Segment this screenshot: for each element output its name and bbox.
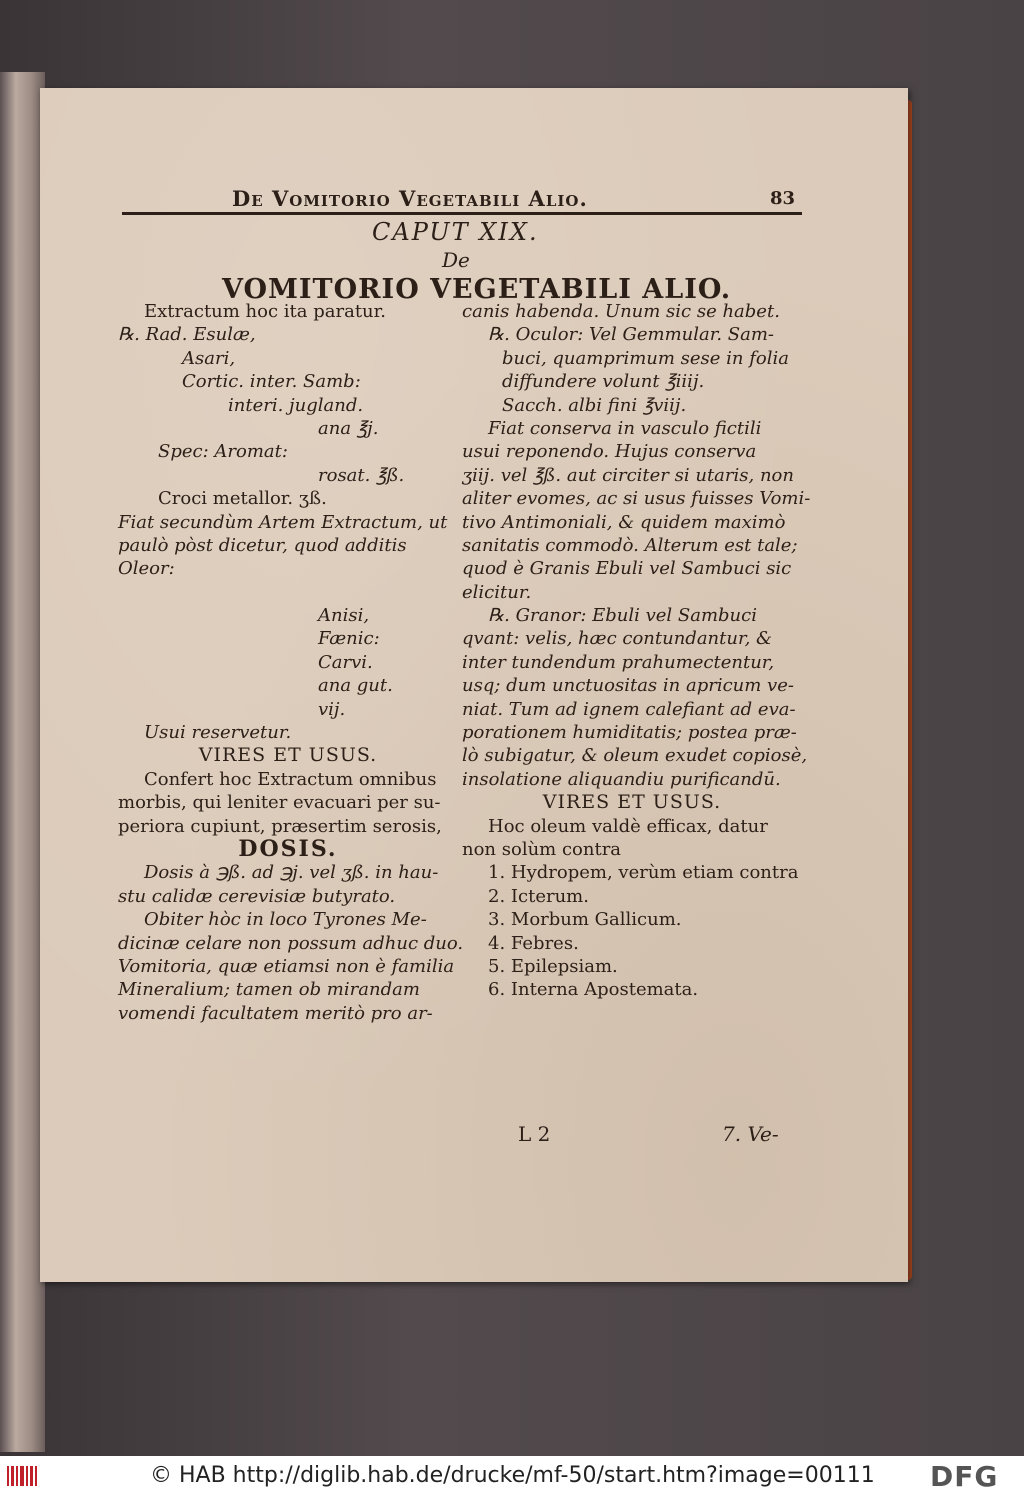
text-line: Croci metallor. ʒß. — [158, 488, 327, 510]
text-line: Carvi. — [318, 651, 373, 673]
text-line: 3. Morbum Gallicum. — [488, 909, 682, 931]
chapter-number: CAPUT XIX. — [372, 218, 539, 246]
text-line: Fænic: — [318, 628, 380, 650]
text-line: tivo Antimoniali, & quidem maximò — [462, 511, 786, 533]
footer-credit-link[interactable]: © HAB http://diglib.hab.de/drucke/mf-50/start.htm?image=00111 — [150, 1463, 875, 1488]
text-line: VIRES ET USUS. — [542, 791, 722, 814]
text-line: non solùm contra — [462, 838, 622, 860]
text-line: ana gut. — [318, 675, 393, 697]
text-line: canis habenda. Unum sic se habet. — [462, 301, 780, 322]
text-line: aliter evomes, ac si usus fuisses Vomi- — [462, 488, 811, 510]
text-line: quod è Granis Ebuli vel Sambuci sic — [462, 558, 792, 580]
text-line: Extractum hoc ita paratur. — [144, 301, 386, 322]
text-line: usq; dum unctuositas in apricum ve- — [462, 675, 794, 697]
text-line: lò subigatur, & oleum exudet copiosè, — [462, 745, 808, 767]
hab-barcode-icon[interactable] — [6, 1464, 40, 1488]
text-line — [118, 581, 458, 604]
text-line: 6. Interna Apostemata. — [488, 979, 699, 1001]
text-line: Confert hoc Extractum omnibus — [144, 768, 437, 790]
text-line: Sacch. albi fini ℥viij. — [502, 394, 687, 416]
text-line: interi. jugland. — [228, 394, 364, 416]
text-line: Hoc oleum valdè efficax, datur — [488, 815, 768, 837]
text-line: periora cupiunt, præsertim serosis, — [118, 815, 442, 837]
text-line: Vomitoria, quæ etiamsi non è familia — [118, 955, 455, 977]
running-head: De Vomitorio Vegetabili Alio. — [232, 186, 588, 211]
chapter-title: VOMITORIO VEGETABILI ALIO. — [222, 274, 732, 305]
text-line: ℞. Oculor: Vel Gemmular. Sam- — [488, 324, 775, 346]
text-line: Spec: Aromat: — [158, 441, 288, 463]
text-line: ana ℥j. — [318, 417, 379, 439]
text-line: Oleor: — [118, 558, 175, 580]
text-line: diffundere volunt ℥iiij. — [502, 371, 705, 393]
text-line: VIRES ET USUS. — [198, 744, 378, 767]
text-line: 5. Epilepsiam. — [488, 955, 618, 977]
text-line: ℞. Granor: Ebuli vel Sambuci — [488, 605, 757, 627]
book-spine — [0, 72, 45, 1452]
text-line: niat. Tum ad ignem calefiant ad eva- — [462, 698, 796, 720]
header-rule — [122, 212, 802, 215]
text-line: qvant: velis, hæc contundantur, & — [462, 628, 773, 650]
chapter-de: De — [442, 248, 470, 272]
page-number: 83 — [770, 188, 796, 209]
text-line: 1. Hydropem, verùm etiam contra — [488, 862, 799, 884]
text-line: 4. Febres. — [488, 932, 579, 954]
text-line: Fiat conserva in vasculo fictili — [488, 417, 762, 439]
text-line: morbis, qui leniter evacuari per su- — [118, 792, 441, 814]
text-line: sanitatis commodò. Alterum est tale; — [462, 534, 798, 556]
text-line: inter tundendum prahumectentur, — [462, 651, 775, 673]
dfg-logo: DFG — [930, 1460, 999, 1493]
text-line: porationem humiditatis; postea præ- — [462, 722, 797, 744]
text-line: Mineralium; tamen ob mirandam — [118, 979, 420, 1001]
text-line: rosat. ℥ß. — [318, 464, 405, 486]
text-line: stu calidæ cerevisiæ butyrato. — [118, 885, 396, 907]
text-line: Cortic. inter. Samb: — [182, 371, 361, 393]
text-line: Asari, — [182, 347, 236, 369]
text-line: usui reponendo. Hujus conserva — [462, 441, 757, 463]
left-text-column — [118, 300, 464, 1025]
text-line: paulò pòst dicetur, quod additis — [118, 534, 407, 556]
text-line: vomendi facultatem meritò pro ar- — [118, 1002, 433, 1024]
text-line: Anisi, — [318, 605, 370, 627]
text-line: Fiat secundùm Artem Extractum, ut — [118, 511, 448, 533]
text-line: insolatione aliquandiu purificandū. — [462, 768, 781, 790]
catchword: 7. Ve- — [722, 1122, 779, 1146]
text-line: 2. Icterum. — [488, 885, 589, 907]
text-line: Usui reservetur. — [144, 722, 292, 744]
text-line: buci, quamprimum sese in folia — [502, 347, 789, 369]
text-line: Obiter hòc in loco Tyrones Me- — [144, 909, 427, 931]
text-line: DOSIS. — [238, 835, 338, 862]
text-line: elicitur. — [462, 581, 532, 603]
text-line: ℞. Rad. Esulæ, — [118, 324, 256, 346]
viewer-footer — [0, 1456, 1024, 1496]
right-text-column — [462, 300, 811, 1002]
text-line: dicinæ celare non possum adhuc duo. — [118, 932, 464, 954]
text-line: vij. — [318, 698, 346, 720]
text-line: ʒiij. vel ℥ß. aut circiter si utaris, non — [462, 464, 794, 486]
text-line: Dosis à ℈ß. ad ℈j. vel ʒß. in hau- — [144, 862, 439, 884]
signature-mark: L 2 — [518, 1122, 551, 1146]
